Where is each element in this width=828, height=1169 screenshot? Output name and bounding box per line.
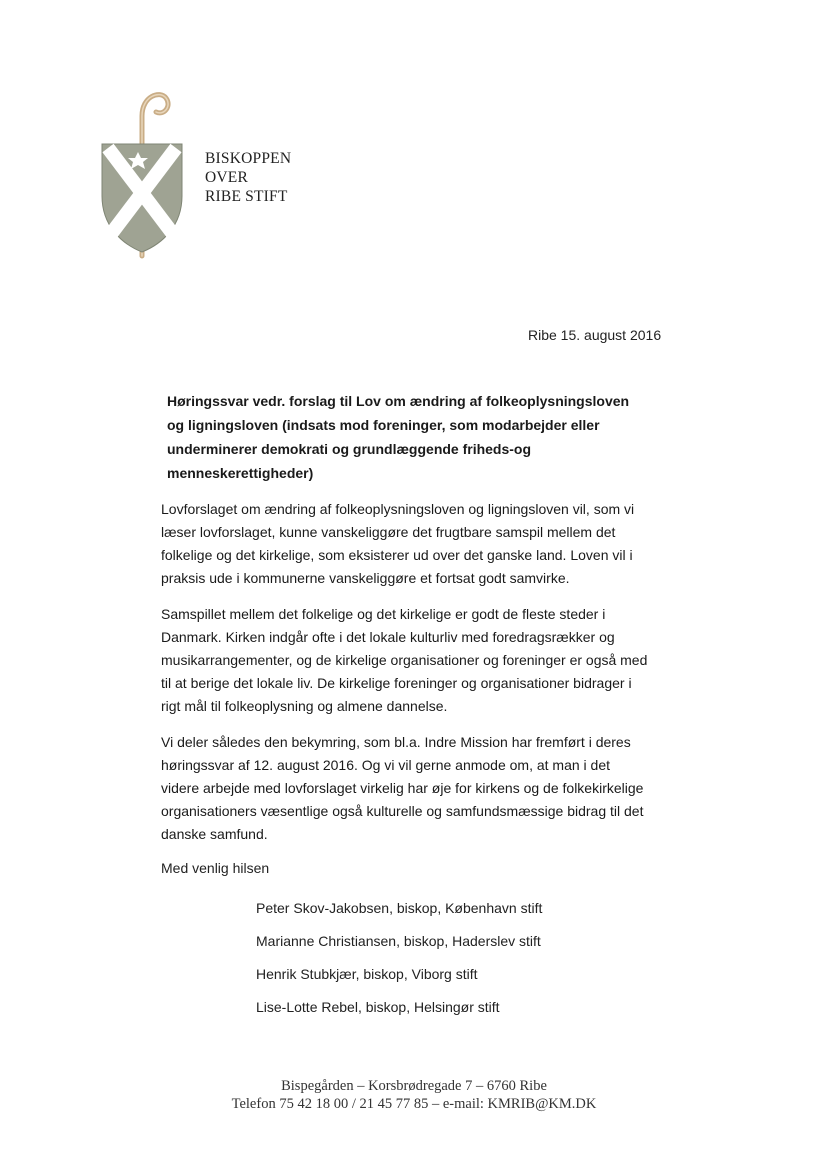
footer-address: Bispegården – Korsbrødregade 7 – 6760 Ribe bbox=[281, 1078, 547, 1094]
closing-salutation: Med venlig hilsen bbox=[161, 860, 270, 876]
body-paragraph: Vi deler således den bekymring, som bl.a. Indre Mission har fremført i deres høringssvar af 12. august 2016. Og vi vil gerne anmode om, at man i det videre arbejde med lovforslaget virkelig har øje for kirkens og de folkekirkelige organisationers væsentlige også kulturelle og samfundsmæssige bidrag til det danske samfund. bbox=[161, 734, 644, 842]
signer: Lise-Lotte Rebel, biskop, Helsingør stift bbox=[256, 999, 500, 1015]
body-paragraph: Lovforslaget om ændring af folkeoplysningsloven og ligningsloven vil, som vi læser lovforslaget, kunne vanskeliggøre det frugtbare samspil mellem det folkelige og det kirkelige, som eksisterer ud over det ganske land. Loven vil i praksis ude i kommunerne vanskeliggøre et fortsat godt samvirke. bbox=[161, 501, 635, 586]
letter-subject: Høringssvar vedr. forslag til Lov om ændring af folkeoplysningsloven og ligningsloven (indsats mod foreninger, som modarbejder eller underminerer demokrati og grundlæggende friheds-og menneskerettigheder) bbox=[167, 393, 630, 481]
letter-body bbox=[161, 498, 651, 859]
letter-footer bbox=[0, 1077, 828, 1113]
org-line: OVER bbox=[205, 169, 248, 186]
signer: Peter Skov-Jakobsen, biskop, København stift bbox=[256, 900, 543, 916]
org-line: RIBE STIFT bbox=[205, 188, 288, 205]
body-paragraph: Samspillet mellem det folkelige og det kirkelige er godt de fleste steder i Danmark. Kirken indgår ofte i det lokale kulturliv med foredragsrækker og musikarrangementer, og de kirkelige organisationer og foreninger er også med til at berige det lokale liv. De kirkelige foreninger og organisationer bidrager i rigt mål til folkeoplysning og almene dannelse. bbox=[161, 606, 648, 714]
signer: Marianne Christiansen, biskop, Haderslev stift bbox=[256, 933, 541, 949]
bishop-crest-icon bbox=[92, 86, 192, 268]
signer-list bbox=[256, 897, 542, 1029]
letter-date: Ribe 15. august 2016 bbox=[528, 327, 662, 343]
signer: Henrik Stubkjær, biskop, Viborg stift bbox=[256, 966, 478, 982]
org-line: BISKOPPEN bbox=[205, 150, 292, 167]
footer-contact: Telefon 75 42 18 00 / 21 45 77 85 – e-mail: KMRIB@KM.DK bbox=[231, 1096, 597, 1112]
organization-name bbox=[205, 149, 291, 206]
